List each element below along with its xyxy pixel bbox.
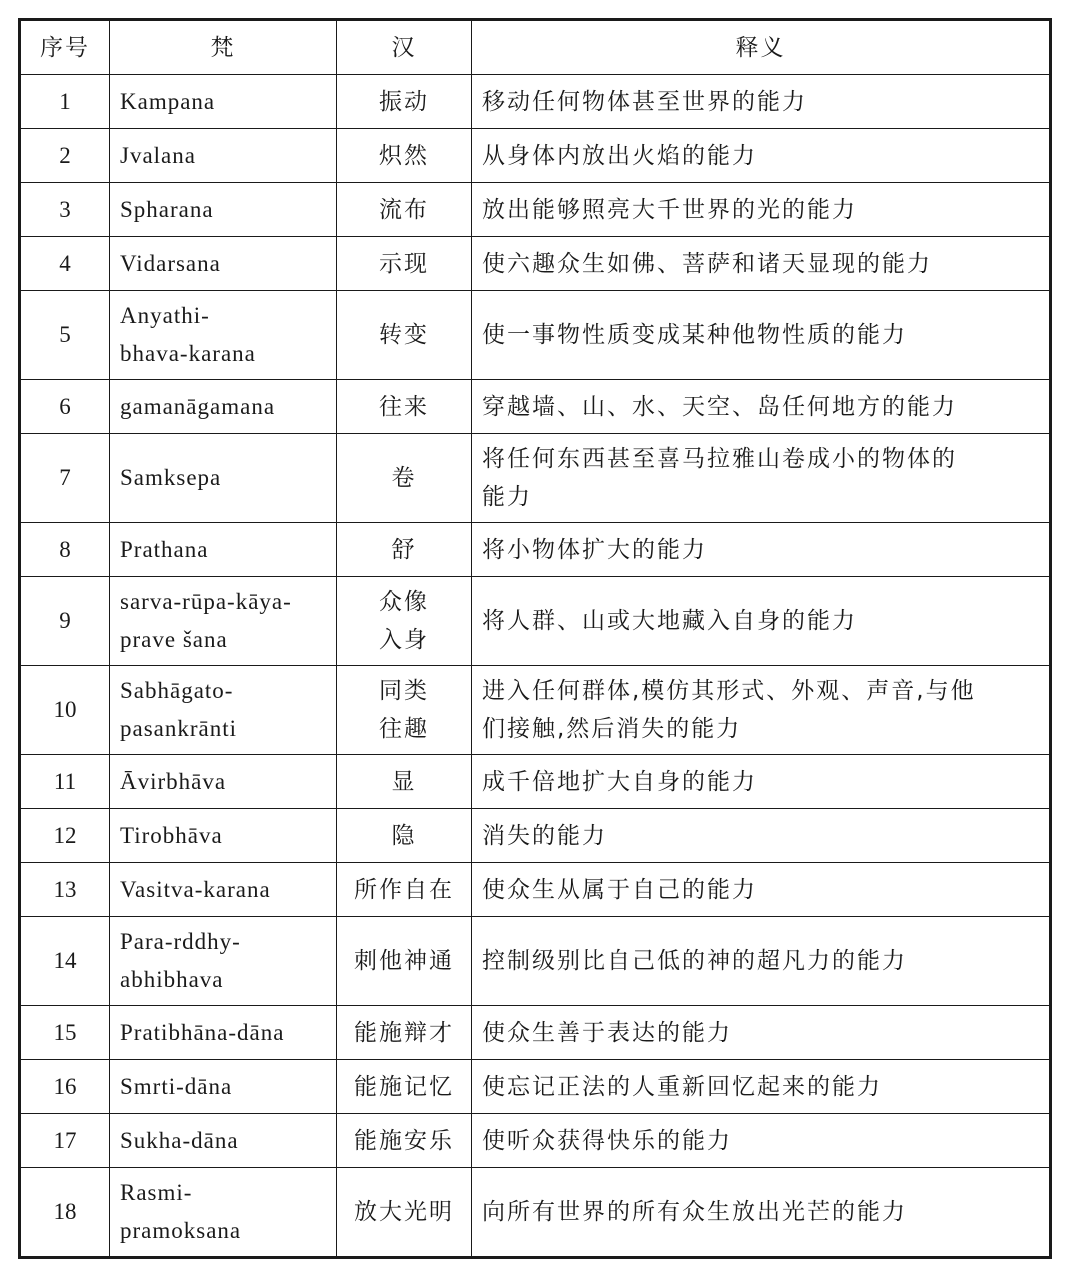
sanskrit-name-cell xyxy=(110,75,337,129)
table-row xyxy=(20,183,1051,237)
table-row xyxy=(20,1006,1051,1060)
sanskrit-name-line: sarva-rūpa-kāya- xyxy=(120,589,292,614)
sanskrit-name-cell xyxy=(110,1060,337,1114)
row-number: 5 xyxy=(20,291,110,380)
chinese-name-cell xyxy=(337,129,472,183)
chinese-name-cell xyxy=(337,1060,472,1114)
definition-text-cell xyxy=(472,755,1051,809)
sanskrit-name-cell xyxy=(110,1168,337,1258)
definition-text-cell xyxy=(472,434,1051,523)
definition-text-cell xyxy=(472,291,1051,380)
sanskrit-name-cell xyxy=(110,666,337,755)
chinese-name-line: 显 xyxy=(391,768,417,795)
definition-text-cell xyxy=(472,237,1051,291)
definition-text-line: 将任何东西甚至喜马拉雅山卷成小的物体的 xyxy=(482,446,957,472)
row-number: 18 xyxy=(20,1168,110,1258)
table-row xyxy=(20,917,1051,1006)
chinese-name-line: 隐 xyxy=(391,822,417,849)
sanskrit-name-cell xyxy=(110,523,337,577)
sanskrit-name-line: Pratibhāna-dāna xyxy=(120,1019,285,1045)
sanskrit-name-cell xyxy=(110,577,337,666)
sanskrit-name-line: pasankrānti xyxy=(120,716,238,741)
definition-text-line: 使一事物性质变成某种他物性质的能力 xyxy=(482,322,907,348)
definition-text-cell xyxy=(472,666,1051,755)
definition-text-line: 使众生从属于自己的能力 xyxy=(482,876,757,903)
chinese-name-cell xyxy=(337,523,472,577)
sanskrit-name-line: Sabhāgato- xyxy=(120,678,234,703)
table-row xyxy=(20,1060,1051,1114)
sanskrit-name-line: Āvirbhāva xyxy=(120,768,227,794)
table-row xyxy=(20,863,1051,917)
sanskrit-name-line: Vidarsana xyxy=(120,250,221,276)
sanskrit-name-line: Spharana xyxy=(120,196,214,222)
sanskrit-name-line: Sukha-dāna xyxy=(120,1127,239,1153)
definition-text-line: 将小物体扩大的能力 xyxy=(482,536,707,563)
sanskrit-name-cell xyxy=(110,129,337,183)
sanskrit-name-cell xyxy=(110,917,337,1006)
row-number: 9 xyxy=(20,577,110,666)
chinese-name-cell xyxy=(337,666,472,755)
table-row xyxy=(20,1168,1051,1258)
chinese-name-cell xyxy=(337,917,472,1006)
chinese-name-line: 舒 xyxy=(391,536,417,563)
header-number: 序号 xyxy=(20,20,110,75)
sanskrit-name-cell xyxy=(110,809,337,863)
table-row xyxy=(20,755,1051,809)
row-number: 10 xyxy=(20,666,110,755)
row-number: 12 xyxy=(20,809,110,863)
definition-text-line: 从身体内放出火焰的能力 xyxy=(482,142,757,169)
row-number: 8 xyxy=(20,523,110,577)
header-chinese: 汉 xyxy=(337,20,472,75)
sanskrit-name-line: Smrti-dāna xyxy=(120,1073,233,1099)
chinese-name-cell xyxy=(337,75,472,129)
definition-text-line: 能力 xyxy=(482,484,532,510)
row-number: 1 xyxy=(20,75,110,129)
sanskrit-name-line: Rasmi- xyxy=(120,1180,193,1205)
chinese-name-line: 往趣 xyxy=(379,716,429,742)
sanskrit-name-line: Samksepa xyxy=(120,465,222,490)
table-row xyxy=(20,434,1051,523)
chinese-name-line: 转变 xyxy=(379,322,429,348)
definition-text-line: 使听众获得快乐的能力 xyxy=(482,1127,732,1154)
table-row xyxy=(20,75,1051,129)
chinese-name-line: 能施辩才 xyxy=(354,1019,454,1046)
definition-text-cell xyxy=(472,380,1051,434)
sanskrit-name-line: Vasitva-karana xyxy=(120,876,271,902)
chinese-name-line: 刺他神通 xyxy=(354,948,454,974)
table-body xyxy=(20,75,1051,1258)
table-row xyxy=(20,291,1051,380)
chinese-name-line: 同类 xyxy=(379,678,429,704)
definition-text-line: 向所有世界的所有众生放出光芒的能力 xyxy=(482,1199,907,1225)
table-row xyxy=(20,237,1051,291)
chinese-name-cell xyxy=(337,1006,472,1060)
sanskrit-name-cell xyxy=(110,291,337,380)
definition-text-cell xyxy=(472,863,1051,917)
header-row xyxy=(20,20,1051,75)
sanskrit-name-cell xyxy=(110,434,337,523)
chinese-name-line: 能施安乐 xyxy=(354,1127,454,1154)
chinese-name-line: 流布 xyxy=(379,196,429,223)
definition-text-cell xyxy=(472,183,1051,237)
sanskrit-name-cell xyxy=(110,380,337,434)
sanskrit-name-line: Anyathi- xyxy=(120,303,210,328)
table-row xyxy=(20,577,1051,666)
powers-table xyxy=(18,18,1052,1259)
table-row xyxy=(20,523,1051,577)
table-row xyxy=(20,809,1051,863)
row-number: 17 xyxy=(20,1114,110,1168)
chinese-name-line: 众像 xyxy=(379,589,429,615)
chinese-name-cell xyxy=(337,1114,472,1168)
chinese-name-line: 振动 xyxy=(379,88,429,115)
chinese-name-line: 卷 xyxy=(391,465,417,491)
definition-text-cell xyxy=(472,577,1051,666)
definition-text-cell xyxy=(472,1114,1051,1168)
sanskrit-name-cell xyxy=(110,237,337,291)
chinese-name-cell xyxy=(337,237,472,291)
table-header xyxy=(20,20,1051,75)
definition-text-cell xyxy=(472,809,1051,863)
sanskrit-name-line: pramoksana xyxy=(120,1218,242,1243)
row-number: 7 xyxy=(20,434,110,523)
sanskrit-name-line: bhava-karana xyxy=(120,341,256,366)
table-row xyxy=(20,1114,1051,1168)
chinese-name-line: 示现 xyxy=(379,250,429,277)
row-number: 6 xyxy=(20,380,110,434)
table-row xyxy=(20,380,1051,434)
definition-text-line: 成千倍地扩大自身的能力 xyxy=(482,768,757,795)
header-sanskrit: 梵 xyxy=(110,20,337,75)
row-number: 2 xyxy=(20,129,110,183)
chinese-name-line: 炽然 xyxy=(379,142,429,169)
definition-text-line: 使众生善于表达的能力 xyxy=(482,1019,732,1046)
sanskrit-name-line: Jvalana xyxy=(120,142,196,168)
sanskrit-name-line: gamanāgamana xyxy=(120,393,276,419)
sanskrit-name-cell xyxy=(110,755,337,809)
chinese-name-line: 放大光明 xyxy=(354,1199,454,1225)
row-number: 14 xyxy=(20,917,110,1006)
row-number: 16 xyxy=(20,1060,110,1114)
definition-text-cell xyxy=(472,1006,1051,1060)
definition-text-cell xyxy=(472,1168,1051,1258)
sanskrit-name-line: Tirobhāva xyxy=(120,822,223,848)
row-number: 3 xyxy=(20,183,110,237)
chinese-name-line: 入身 xyxy=(379,627,429,653)
chinese-name-cell xyxy=(337,291,472,380)
chinese-name-cell xyxy=(337,380,472,434)
definition-text-line: 控制级别比自己低的神的超凡力的能力 xyxy=(482,948,907,974)
definition-text-cell xyxy=(472,1060,1051,1114)
definition-text-line: 进入任何群体,模仿其形式、外观、声音,与他 xyxy=(482,678,976,704)
table-row xyxy=(20,129,1051,183)
sanskrit-name-line: Para-rddhy- xyxy=(120,929,241,954)
sanskrit-name-line: abhibhava xyxy=(120,967,224,992)
chinese-name-cell xyxy=(337,434,472,523)
sanskrit-name-cell xyxy=(110,183,337,237)
sanskrit-name-line: Prathana xyxy=(120,536,209,562)
definition-text-line: 穿越墙、山、水、天空、岛任何地方的能力 xyxy=(482,393,957,420)
definition-text-line: 消失的能力 xyxy=(482,822,607,849)
chinese-name-cell xyxy=(337,809,472,863)
definition-text-cell xyxy=(472,129,1051,183)
sanskrit-name-line: prave šana xyxy=(120,627,228,652)
definition-text-line: 移动任何物体甚至世界的能力 xyxy=(482,88,807,115)
sanskrit-name-cell xyxy=(110,863,337,917)
table-row xyxy=(20,666,1051,755)
sanskrit-name-cell xyxy=(110,1006,337,1060)
powers-table-container xyxy=(18,18,1049,1259)
definition-text-cell xyxy=(472,523,1051,577)
definition-text-cell xyxy=(472,917,1051,1006)
definition-text-line: 放出能够照亮大千世界的光的能力 xyxy=(482,196,857,223)
chinese-name-cell xyxy=(337,755,472,809)
chinese-name-line: 所作自在 xyxy=(354,876,454,903)
chinese-name-cell xyxy=(337,577,472,666)
definition-text-line: 使忘记正法的人重新回忆起来的能力 xyxy=(482,1073,882,1100)
row-number: 13 xyxy=(20,863,110,917)
definition-text-line: 将人群、山或大地藏入自身的能力 xyxy=(482,608,857,634)
row-number: 4 xyxy=(20,237,110,291)
definition-text-line: 使六趣众生如佛、菩萨和诸天显现的能力 xyxy=(482,250,932,277)
chinese-name-cell xyxy=(337,1168,472,1258)
row-number: 15 xyxy=(20,1006,110,1060)
row-number: 11 xyxy=(20,755,110,809)
definition-text-line: 们接触,然后消失的能力 xyxy=(482,716,742,742)
chinese-name-line: 能施记忆 xyxy=(354,1073,454,1100)
header-definition: 释义 xyxy=(472,20,1051,75)
definition-text-cell xyxy=(472,75,1051,129)
sanskrit-name-line: Kampana xyxy=(120,88,216,114)
chinese-name-cell xyxy=(337,183,472,237)
sanskrit-name-cell xyxy=(110,1114,337,1168)
chinese-name-cell xyxy=(337,863,472,917)
chinese-name-line: 往来 xyxy=(379,393,429,420)
